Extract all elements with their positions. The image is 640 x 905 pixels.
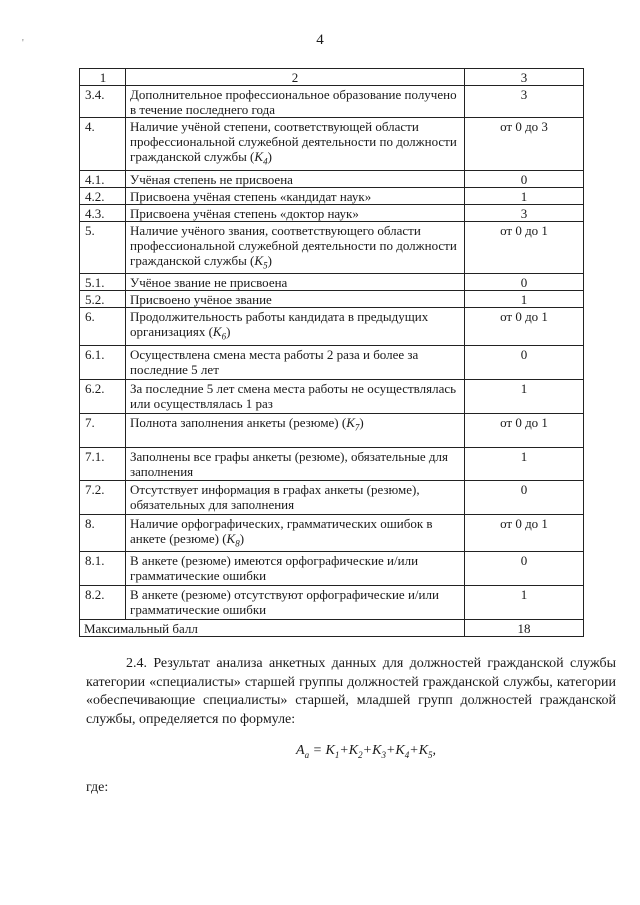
row-criterion-cell: Отсутствует информация в графах анкеты (резюме), обязательных для заполнения	[126, 480, 465, 514]
row-criterion-cell: Учёное звание не присвоена	[126, 274, 465, 291]
row-number-cell: 4.1.	[80, 170, 126, 187]
table-row	[80, 187, 584, 204]
row-score-cell: 0	[465, 274, 584, 291]
row-number-cell: 8.	[80, 514, 126, 552]
row-score-cell: 1	[465, 447, 584, 480]
row-criterion-cell: Присвоена учёная степень «кандидат наук»	[126, 187, 465, 204]
row-number-cell: 7.	[80, 413, 126, 447]
row-score-cell: 0	[465, 552, 584, 586]
row-score-cell: 1	[465, 291, 584, 308]
row-criterion-cell: Присвоена учёная степень «доктор наук»	[126, 204, 465, 221]
table-row	[80, 480, 584, 514]
row-score-cell: от 0 до 1	[465, 413, 584, 447]
row-number-cell: 5.	[80, 221, 126, 274]
row-criterion-cell: За последние 5 лет смена места работы не осуществлялась или осуществлялась 1 раз	[126, 379, 465, 413]
row-criterion-cell: Осуществлена смена места работы 2 раза и более за последние 5 лет	[126, 345, 465, 379]
row-criterion-cell: В анкете (резюме) отсутствуют орфографические и/или грамматические ошибки	[126, 586, 465, 620]
total-label-cell: Максимальный балл	[80, 620, 465, 637]
row-number-cell: 4.	[80, 118, 126, 171]
row-score-cell: 3	[465, 86, 584, 118]
table-row	[80, 118, 584, 171]
row-score-cell: 0	[465, 170, 584, 187]
row-number-cell: 7.2.	[80, 480, 126, 514]
row-score-cell: от 0 до 3	[465, 118, 584, 171]
row-score-cell: от 0 до 1	[465, 308, 584, 346]
formula: $A_a = K_1+K_2+K_3+K_4+K_5$,	[296, 743, 437, 760]
row-number-cell: 6.1.	[80, 345, 126, 379]
row-score-cell: 1	[465, 379, 584, 413]
table-row	[80, 447, 584, 480]
table-row	[80, 514, 584, 552]
table-row	[80, 274, 584, 291]
criteria-table	[79, 68, 584, 637]
table-row	[80, 204, 584, 221]
paragraph-2-4: 2.4. Результат анализа анкетных данных для должностей гражданской службы категории «специалисты» старшей группы должностей гражданской службы, категории «обеспечивающие специалисты» старшей, младшей групп должностей гражданской службы, определяется по формуле:	[86, 656, 616, 727]
row-number-cell: 5.1.	[80, 274, 126, 291]
row-score-cell: 0	[465, 480, 584, 514]
scan-mark: '	[22, 38, 24, 49]
row-number-cell: 6.2.	[80, 379, 126, 413]
row-number-cell: 4.2.	[80, 187, 126, 204]
table-row	[80, 413, 584, 447]
total-value-cell: 18	[465, 620, 584, 637]
row-score-cell: 1	[465, 187, 584, 204]
table-row	[80, 345, 584, 379]
row-criterion-cell: Продолжительность работы кандидата в предыдущих организациях $(K_6)$	[126, 308, 465, 346]
table-row	[80, 291, 584, 308]
row-number-cell: 8.1.	[80, 552, 126, 586]
header-cell-number: 1	[80, 69, 126, 86]
row-number-cell: 8.2.	[80, 586, 126, 620]
row-criterion-cell: Наличие орфографических, грамматических ошибок в анкете (резюме) $(K_8)$	[126, 514, 465, 552]
row-score-cell: 3	[465, 204, 584, 221]
table-header-row	[80, 69, 584, 86]
row-criterion-cell: Присвоено учёное звание	[126, 291, 465, 308]
table-row	[80, 552, 584, 586]
row-number-cell: 6.	[80, 308, 126, 346]
where-label: где:	[86, 780, 109, 795]
table-row	[80, 170, 584, 187]
row-number-cell: 5.2.	[80, 291, 126, 308]
page-number: 4	[316, 32, 324, 48]
header-cell-score: 3	[465, 69, 584, 86]
row-criterion-cell: В анкете (резюме) имеются орфографические и/или грамматические ошибки	[126, 552, 465, 586]
row-criterion-cell: Дополнительное профессиональное образование получено в течение последнего года	[126, 86, 465, 118]
row-score-cell: от 0 до 1	[465, 514, 584, 552]
row-score-cell: от 0 до 1	[465, 221, 584, 274]
row-criterion-cell: Наличие учёного звания, соответствующего области профессиональной служебной деятельности по должности гражданской службы $(K_5)$	[126, 221, 465, 274]
row-score-cell: 0	[465, 345, 584, 379]
table-row	[80, 86, 584, 118]
table-row	[80, 308, 584, 346]
table-row	[80, 379, 584, 413]
row-criterion-cell: Учёная степень не присвоена	[126, 170, 465, 187]
header-cell-criterion: 2	[126, 69, 465, 86]
row-criterion-cell: Заполнены все графы анкеты (резюме), обязательные для заполнения	[126, 447, 465, 480]
row-score-cell: 1	[465, 586, 584, 620]
table-total-row	[80, 620, 584, 637]
row-number-cell: 7.1.	[80, 447, 126, 480]
row-number-cell: 3.4.	[80, 86, 126, 118]
table-row	[80, 221, 584, 274]
table-row	[80, 586, 584, 620]
row-number-cell: 4.3.	[80, 204, 126, 221]
row-criterion-cell: Наличие учёной степени, соответствующей области профессиональной служебной деятельности по должности гражданской службы $(K_4)$	[126, 118, 465, 171]
row-criterion-cell: Полнота заполнения анкеты (резюме) $(K_7)$	[126, 413, 465, 447]
